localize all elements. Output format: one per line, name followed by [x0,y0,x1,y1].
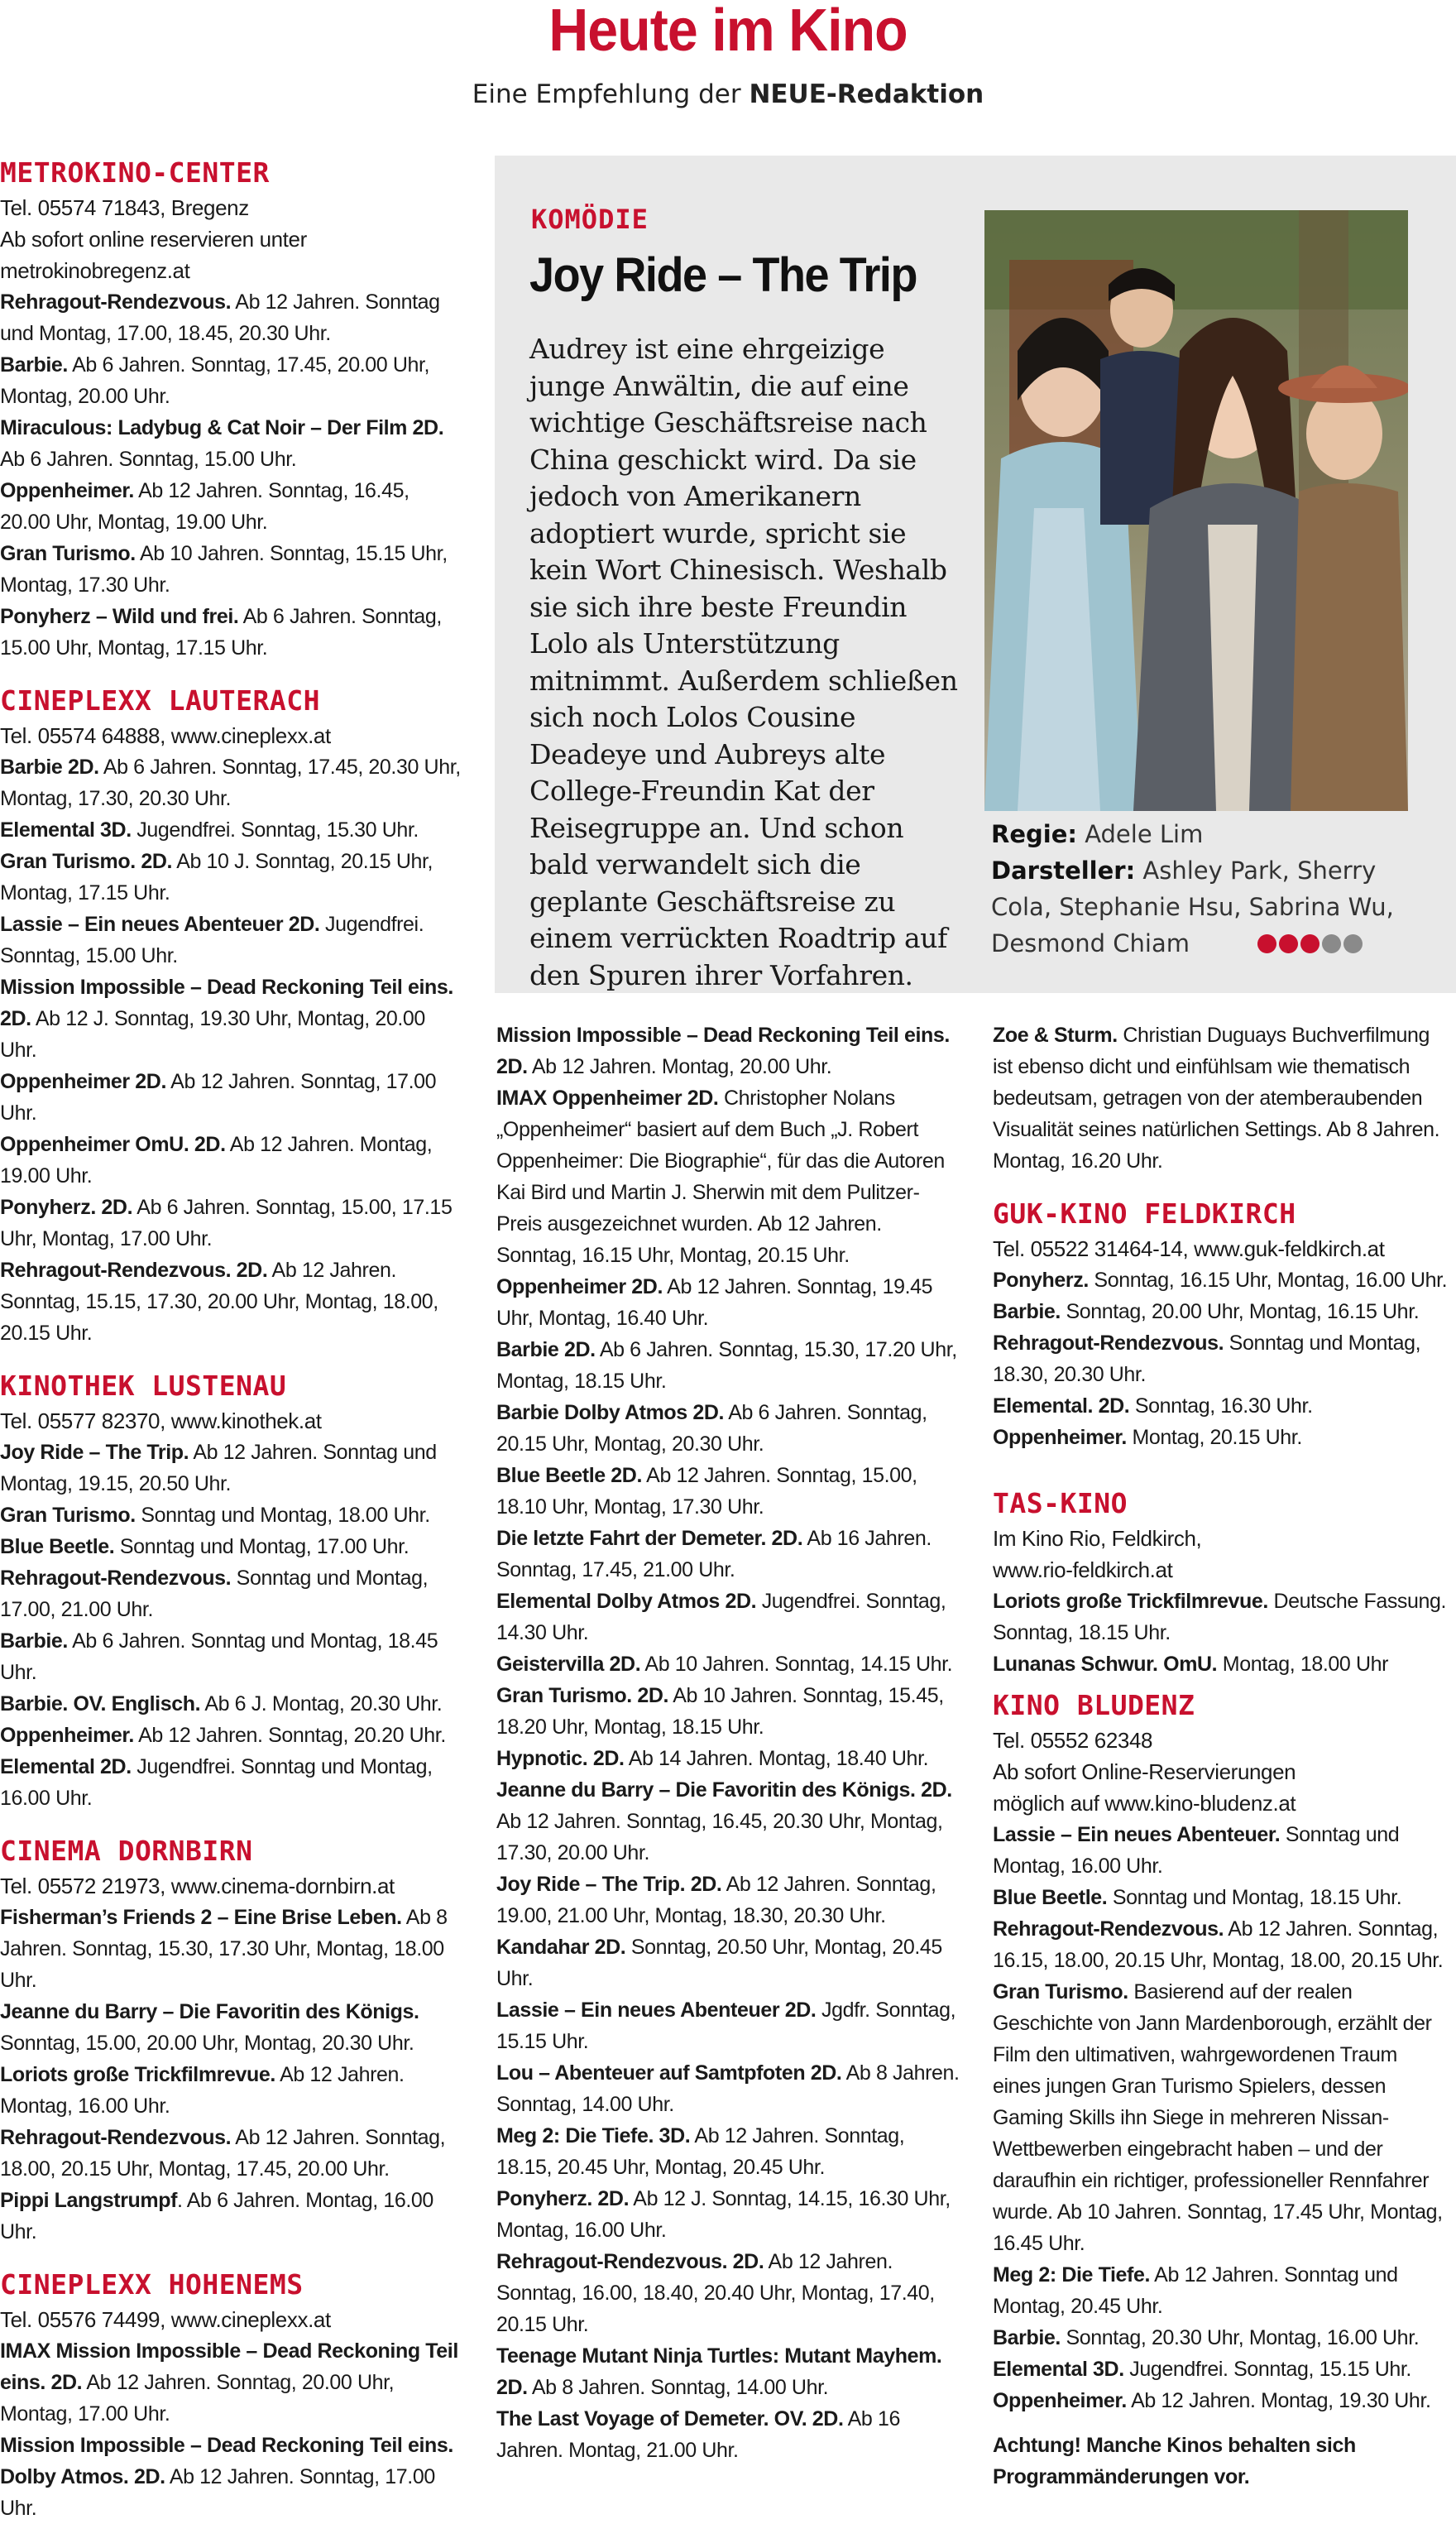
showtimes: Ab 6 Jahren. Sonntag, 15.00, 17.15 Uhr, Montag, 17.00 Uhr. [0,1196,453,1250]
showtimes: Sonntag, 16.15 Uhr, Montag, 16.00 Uhr. [1088,1269,1448,1292]
listing [0,349,463,412]
venue-info: metrokinobregenz.at [0,258,190,283]
movie-title: Blue Beetle. [993,1886,1108,1909]
movie-title: Rehragout-Rendezvous. [993,1917,1224,1941]
movie-title: Gran Turismo. [0,1504,136,1527]
showtimes: Sonntag und Montag, 18.00 Uhr. [135,1504,430,1527]
movie-title: Rehragout-Rendezvous. 2D. [496,2250,764,2273]
rating-dot-filled [1279,934,1298,953]
movie-title: Barbie. [0,1629,68,1653]
listing [0,1437,463,1500]
listing [496,1082,960,1271]
showtimes: Ab 6 Jahren. Sonntag, 17.45, 20.00 Uhr, Montag, 20.00 Uhr. [0,353,430,408]
feature-title: Joy Ride – The Trip [529,248,917,302]
listing [993,1327,1449,1390]
movie-title: Elemental. 2D. [993,1394,1130,1418]
showtimes: Ab 12 Jahren. Sonntag, 17.00 Uhr. [0,1070,437,1125]
venue-info: Ab sofort Online-Reservierungen [993,1759,1296,1784]
venue-info: Tel. 05552 62348 [993,1728,1153,1753]
page-subtitle [0,78,1456,111]
listing [0,1255,463,1349]
program-change-note: Achtung! Manche Kinos behalten sich Programmänderungen vor. [993,2434,1356,2488]
movie-title: Ponyherz. 2D. [496,2187,630,2210]
venue-cinema-dornbirn: CINEMA DORNBIRN [0,1835,253,1867]
movie-title: Loriots große Trickfilmrevue. [0,2063,275,2086]
movie-title: Gran Turismo. [993,1980,1128,2003]
movie-title: Oppenheimer 2D. [0,1070,166,1093]
showtimes: Sonntag, 16.30 Uhr. [1129,1394,1313,1418]
subtitle-brand: NEUE-Redaktion [749,79,984,109]
movie-title: Jeanne du Barry – Die Favoritin des Königs. 2D. [496,1778,952,1802]
venue-cineplexx-lauterach: CINEPLEXX LAUTERACH [0,684,320,717]
showtimes: Ab 12 Jahren. Sonntag, 16.00, 18.40, 20.40 Uhr, Montag, 17.40, 20.15 Uhr. [496,2250,935,2336]
showtimes: Ab 12 Jahren. Montag, 19.00 Uhr. [0,1133,433,1188]
listing [496,2246,960,2340]
listing [993,1020,1449,1177]
showtimes: Ab 12 Jahren. Montag, 16.00 Uhr. [0,2063,405,2118]
showtimes: Sonntag und Montag, 16.00 Uhr. [993,1823,1400,1878]
movie-title: Die letzte Fahrt der Demeter. 2D. [496,1527,803,1550]
listing [496,1774,960,1869]
showtimes: Christopher Nolans „Oppenheimer“ basiert auf dem Buch „J. Robert Oppenheimer: Die Biographie“, für das die Autoren Kai Bird und Martin J. Sherwin mit dem Pulitzer-Preis ausgezeichnet wurden. Ab 12 Jahren. Sonntag, 16.15 Uhr, Montag, 20.15 Uhr. [496,1087,945,1267]
showtimes: Ab 12 Jahren. Sonntag, 19.00, 21.00 Uhr, Montag, 18.30, 20.30 Uhr. [496,1873,936,1927]
showtimes: Ab 12 Jahren. Sonntag, 18.15, 20.45 Uhr, Montag, 20.45 Uhr. [496,2124,905,2179]
listing [0,972,463,1066]
movie-title: Oppenheimer OmU. 2D. [0,1133,226,1156]
showtimes: Deutsche Fassung. Sonntag, 18.15 Uhr. [993,1590,1447,1644]
listing [0,1688,463,1720]
listing [993,1264,1449,1296]
movie-title: Gran Turismo. 2D. [0,850,173,873]
movie-title: Barbie 2D. [0,756,99,779]
listing [0,1751,463,1814]
listing [993,2322,1449,2354]
showtimes: Ab 12 Jahren. Sonntag und Montag, 17.00, 18.45, 20.30 Uhr. [0,290,440,345]
movie-title: Gran Turismo. 2D. [496,1684,669,1707]
showtimes: Ab 16 Jahren. Sonntag, 17.45, 21.00 Uhr. [496,1527,932,1581]
showtimes: Ab 6 Jahren. Sonntag, 15.00 Uhr, Montag, 17.15 Uhr. [0,605,442,660]
listing [496,1460,960,1523]
cast-value: Ashley Park, Sherry Cola, Stephanie Hsu, Sabrina Wu, Desmond Chiam [991,857,1394,957]
rating-dots [1257,934,1365,954]
movie-title: Lou – Abenteuer auf Samtpfoten 2D. [496,2061,842,2085]
listing [993,1422,1449,1453]
movie-title: Rehragout-Rendezvous. [0,1567,232,1590]
movie-title: The Last Voyage of Demeter. OV. 2D. [496,2407,844,2430]
listing [496,1271,960,1334]
listing [496,1994,960,2057]
movie-title: Ponyherz. [993,1269,1089,1292]
showtimes: Ab 14 Jahren. Montag, 18.40 Uhr. [624,1747,929,1770]
movie-title: Mission Impossible – Dead Reckoning Teil eins. 2D. [0,976,453,1030]
venue-info: Tel. 05522 31464-14, www.guk-feldkirch.at [993,1236,1385,1261]
showtimes: Ab 12 J. Sonntag, 19.30 Uhr, Montag, 20.00 Uhr. [0,1007,425,1062]
venue-info: Tel. 05572 21973, www.cinema-dornbirn.at [0,1874,395,1898]
listing [496,2183,960,2246]
showtimes: . Ab 6 Jahren. Montag, 16.00 Uhr. [0,2189,433,2243]
movie-title: Zoe & Sturm. [993,1024,1118,1047]
rating-dot-empty [1322,934,1341,953]
venue-guk-feldkirch: GUK-KINO FELDKIRCH [993,1197,1296,1230]
listing [993,1882,1449,1913]
regie-value: Adele Lim [1085,820,1204,848]
movie-title: Ponyherz – Wild und frei. [0,605,239,628]
listing [0,286,463,349]
movie-title: Oppenheimer. [993,2389,1127,2412]
listing [496,1931,960,1994]
listing [496,2403,960,2466]
listing [496,1397,960,1460]
movie-title: Kandahar 2D. [496,1936,626,1959]
movie-title: Lassie – Ein neues Abenteuer 2D. [496,1999,817,2022]
listing [0,1996,463,2059]
venue-info: Ab sofort online reservieren unter [0,227,307,252]
page-title: Heute im Kino [548,0,908,64]
listing [0,814,463,846]
movie-still-illustration [984,210,1408,811]
listing [993,2385,1449,2416]
movie-title: Joy Ride – The Trip. 2D. [496,1873,722,1896]
movie-title: Oppenheimer 2D. [496,1275,663,1298]
listing [0,2185,463,2248]
listing [0,1625,463,1688]
listing [0,909,463,972]
movie-title: Hypnotic. 2D. [496,1747,625,1770]
showtimes: Sonntag, 15.00, 20.00 Uhr, Montag, 20.30 Uhr. [0,2032,414,2055]
showtimes: Jugendfrei. Sonntag, 14.30 Uhr. [496,1590,946,1644]
showtimes: Ab 12 Jahren. Sonntag und Montag, 19.15, 20.50 Uhr. [0,1441,437,1495]
listing [0,538,463,601]
showtimes: Ab 10 Jahren. Sonntag, 15.15 Uhr, Montag, 17.30 Uhr. [0,542,448,597]
listing [496,1743,960,1774]
listing [496,2120,960,2183]
movie-title: Miraculous: Ladybug & Cat Noir – Der Film 2D. [0,416,444,439]
listing [496,1523,960,1586]
movie-title: Geistervilla 2D. [496,1653,641,1676]
movie-title: Elemental Dolby Atmos 2D. [496,1590,757,1613]
listing [0,2122,463,2185]
venue-info: Tel. 05574 71843, Bregenz [0,195,249,220]
listing [496,1648,960,1680]
listing [993,1586,1449,1648]
movie-title: Barbie 2D. [496,1338,596,1361]
listing [0,1192,463,1255]
column-left [0,154,463,2524]
showtimes: Jugendfrei. Sonntag, 15.30 Uhr. [131,818,419,842]
movie-title: Elemental 3D. [0,818,132,842]
movie-title: Rehragout-Rendezvous. [0,2126,232,2149]
listing [496,1680,960,1743]
movie-title: Pippi Langstrumpf [0,2189,178,2212]
showtimes: Ab 6 Jahren. Sonntag, 17.45, 20.30 Uhr, Montag, 17.30, 20.30 Uhr. [0,756,461,810]
listing [993,1913,1449,1976]
showtimes: Jgdfr. Sonntag, 15.15 Uhr. [496,1999,956,2053]
showtimes: Ab 8 Jahren. Sonntag, 14.00 Uhr. [527,2376,829,2399]
subtitle-prefix: Eine Empfehlung der [472,79,750,109]
listing [496,1020,960,1082]
showtimes: Sonntag und Montag, 17.00, 21.00 Uhr. [0,1567,429,1621]
movie-title: Gran Turismo. [0,542,136,565]
showtimes: Ab 12 Jahren. Montag, 19.30 Uhr. [1126,2389,1431,2412]
movie-title: Fisherman’s Friends 2 – Eine Brise Leben. [0,1906,402,1929]
movie-title: Lunanas Schwur. OmU. [993,1653,1218,1676]
movie-title: Ponyherz. 2D. [0,1196,133,1219]
listing [993,1390,1449,1422]
showtimes: Ab 12 Jahren. Sonntag, 16.45, 20.30 Uhr, Montag, 17.30, 20.00 Uhr. [496,1810,943,1864]
listing [0,475,463,538]
listing [0,1902,463,1996]
listing [993,1819,1449,1882]
movie-title: Lassie – Ein neues Abenteuer. [993,1823,1281,1846]
movie-title: Oppenheimer. [0,1724,134,1747]
venue-info: www.rio-feldkirch.at [993,1557,1173,1582]
listing [496,1586,960,1648]
listing [0,2059,463,2122]
movie-title: Mission Impossible – Dead Reckoning Teil eins. Dolby Atmos. 2D. [0,2434,453,2488]
showtimes: Ab 12 Jahren. Sonntag, 18.00, 20.15 Uhr, Montag, 17.45, 20.00 Uhr. [0,2126,446,2181]
movie-title: Blue Beetle. [0,1535,115,1558]
showtimes: Ab 10 Jahren. Sonntag, 14.15 Uhr. [640,1653,953,1676]
listing [993,1648,1449,1680]
listing [0,846,463,909]
showtimes: Sonntag, 20.00 Uhr, Montag, 16.15 Uhr. [1060,1300,1420,1323]
movie-title: Barbie. [993,2326,1061,2349]
listing [993,2259,1449,2322]
venue-cineplexx-hohenems: CINEPLEXX HOHENEMS [0,2268,304,2301]
listing [496,2340,960,2403]
movie-title: Barbie Dolby Atmos 2D. [496,1401,725,1424]
listing [993,1976,1449,2259]
feature-genre: KOMÖDIE [531,204,649,235]
venue-info: Im Kino Rio, Feldkirch, [993,1526,1202,1551]
showtimes: Ab 12 Jahren. Sonntag und Montag, 20.45 Uhr. [993,2263,1398,2318]
column-right [993,1020,1449,2493]
showtimes: Basierend auf der realen Geschichte von Jann Mardenborough, erzählt der Film den ultimativen, wahrgewordenen Traum eines jungen Gran Turismo Spielers, dessen Gaming Skills ihn Siege in mehreren Nissan-Wettbewerben eingebracht haben – und der daraufhin ein richtiger, professioneller Rennfahrer wurde. Ab 10 Jahren. Sonntag, 17.45 Uhr, Montag, 16.45 Uhr. [993,1980,1443,2255]
listing [0,1129,463,1192]
movie-title: Elemental 2D. [0,1755,132,1778]
showtimes: Sonntag, 20.30 Uhr, Montag, 16.00 Uhr. [1060,2326,1420,2349]
movie-title: Oppenheimer. [993,1426,1127,1449]
showtimes: Sonntag und Montag, 18.30, 20.30 Uhr. [993,1332,1421,1386]
venue-info: Tel. 05574 64888, www.cineplexx.at [0,723,331,748]
listing [993,1296,1449,1327]
showtimes: Ab 12 Jahren. Sonntag, 19.45 Uhr, Montag, 16.40 Uhr. [496,1275,933,1330]
listing [496,2057,960,2120]
venue-kinothek-lustenau: KINOTHEK LUSTENAU [0,1370,287,1402]
listing [0,1720,463,1751]
feature-body: Audrey ist eine ehrgeizige junge Anwältin, die auf eine wichtige Geschäftsreise nach China geschickt wird. Da sie jedoch von Amerikanern adoptiert wurde, spricht sie kein Wort Chinesisch. Weshalb sie sich ihre beste Freundin Lolo als Unterstützung mitnimmt. Außerdem schließen sich noch Lolos Cousine Deadeye und Aubreys alte College-Freundin Kat der Reisegruppe an. Und schon bald verwandelt sich die geplante Geschäftsreise zu einem verrückten Roadtrip auf den Spuren ihrer Vorfahren. [529,333,958,991]
showtimes: Ab 6 Jahren. Sonntag, 15.00 Uhr. [0,448,297,471]
listing [0,2335,463,2430]
showtimes: Ab 8 Jahren. Sonntag, 14.00 Uhr. [496,2061,960,2116]
showtimes: Ab 10 J. Sonntag, 20.15 Uhr, Montag, 17.15 Uhr. [0,850,433,905]
showtimes: Sonntag und Montag, 17.00 Uhr. [114,1535,410,1558]
movie-title: Rehragout-Rendezvous. [0,290,232,314]
showtimes: Ab 12 Jahren. Sonntag, 16.45, 20.00 Uhr, Montag, 19.00 Uhr. [0,479,410,534]
venue-info: Tel. 05576 74499, www.cineplexx.at [0,2307,331,2332]
cast-label: Darsteller: [991,857,1136,885]
movie-title: Blue Beetle 2D. [496,1464,643,1487]
listing [0,601,463,664]
listing [496,1334,960,1397]
showtimes: Ab 10 Jahren. Sonntag, 15.45, 18.20 Uhr, Montag, 18.15 Uhr. [496,1684,944,1739]
venue-metrokino: METROKINO-CENTER [0,156,270,189]
venue-kino-bludenz: KINO BLUDENZ [993,1689,1195,1721]
showtimes: Ab 16 Jahren. Montag, 21.00 Uhr. [496,2407,900,2462]
showtimes: Ab 8 Jahren. Sonntag, 15.30, 17.30 Uhr, Montag, 18.00 Uhr. [0,1906,448,1992]
regie-label: Regie: [991,820,1077,848]
showtimes: Montag, 18.00 Uhr [1217,1653,1389,1676]
listing [496,1869,960,1931]
movie-title: Meg 2: Die Tiefe. [993,2263,1151,2286]
venue-info: Tel. 05577 82370, www.kinothek.at [0,1408,322,1433]
movie-title: Rehragout-Rendezvous. 2D. [0,1259,268,1282]
movie-title: Lassie – Ein neues Abenteuer 2D. [0,913,320,936]
movie-title: Barbie. OV. Englisch. [0,1692,201,1715]
showtimes: Ab 12 Jahren. Sonntag, 16.15, 18.00, 20.15 Uhr, Montag, 18.00, 20.15 Uhr. [993,1917,1444,1972]
venue-info: möglich auf www.kino-bludenz.at [993,1791,1296,1816]
listing [0,1531,463,1562]
movie-title: Barbie. [0,353,68,377]
showtimes: Sonntag und Montag, 18.15 Uhr. [1107,1886,1402,1909]
showtimes: Sonntag, 20.50 Uhr, Montag, 20.45 Uhr. [496,1936,942,1990]
movie-title: Loriots große Trickfilmrevue. [993,1590,1268,1613]
movie-title: Joy Ride – The Trip. [0,1441,189,1464]
movie-title: IMAX Mission Impossible – Dead Reckoning Teil eins. 2D. [0,2339,458,2394]
movie-title: Rehragout-Rendezvous. [993,1332,1224,1355]
listing [993,2354,1449,2385]
showtimes: Ab 12 J. Sonntag, 14.15, 16.30 Uhr, Montag, 16.00 Uhr. [496,2187,951,2242]
showtimes: Jugendfrei. Sonntag, 15.15 Uhr. [1123,2358,1411,2381]
movie-still-image [984,210,1408,811]
movie-title: Oppenheimer. [0,479,134,502]
rating-dot-filled [1257,934,1276,953]
showtimes: Jugendfrei. Sonntag, 15.00 Uhr. [0,913,424,967]
showtimes: Ab 12 Jahren. Sonntag, 15.00, 18.10 Uhr, Montag, 17.30 Uhr. [496,1464,917,1519]
column-middle [496,1020,960,2466]
rating-dot-filled [1300,934,1320,953]
movie-title: Barbie. [993,1300,1061,1323]
movie-title: Teenage Mutant Ninja Turtles: Mutant Mayhem. 2D. [496,2344,942,2399]
showtimes: Christian Duguays Buchverfilmung ist ebenso dicht und einfühlsam wie thematisch bedeutsam, getragen von der atemberaubenden Visualität seines natürlichen Settings. Ab 8 Jahren. Montag, 16.20 Uhr. [993,1024,1440,1173]
showtimes: Ab 6 J. Montag, 20.30 Uhr. [200,1692,443,1715]
showtimes: Ab 6 Jahren. Sonntag, 15.30, 17.20 Uhr, Montag, 18.15 Uhr. [496,1338,957,1393]
movie-title: IMAX Oppenheimer 2D. [496,1087,719,1110]
showtimes: Ab 12 Jahren. Sonntag, 20.00 Uhr, Montag, 17.00 Uhr. [0,2371,395,2426]
movie-title: Elemental 3D. [993,2358,1124,2381]
showtimes: Ab 12 Jahren. Sonntag, 15.15, 17.30, 20.00 Uhr, Montag, 18.00, 20.15 Uhr. [0,1259,438,1345]
listing [0,1500,463,1531]
showtimes: Ab 6 Jahren. Sonntag und Montag, 18.45 Uhr. [0,1629,438,1684]
listing [0,2430,463,2524]
showtimes: Ab 6 Jahren. Sonntag, 20.15 Uhr, Montag, 20.30 Uhr. [496,1401,927,1456]
showtimes: Ab 12 Jahren. Sonntag, 20.20 Uhr. [133,1724,446,1747]
listing [0,751,463,814]
movie-title: Jeanne du Barry – Die Favoritin des Königs. [0,2000,419,2023]
listing [0,1066,463,1129]
listing [0,412,463,475]
showtimes: Ab 12 Jahren. Montag, 20.00 Uhr. [527,1055,832,1078]
listing [0,1562,463,1625]
movie-title: Meg 2: Die Tiefe. 3D. [496,2124,691,2147]
showtimes: Jugendfrei. Sonntag und Montag, 16.00 Uhr. [0,1755,433,1810]
movie-title: Mission Impossible – Dead Reckoning Teil eins. 2D. [496,1024,950,1078]
showtimes: Ab 12 Jahren. Sonntag, 17.00 Uhr. [0,2465,435,2520]
venue-tas-kino: TAS-KINO [993,1487,1128,1519]
rating-dot-empty [1343,934,1363,953]
showtimes: Montag, 20.15 Uhr. [1126,1426,1302,1449]
